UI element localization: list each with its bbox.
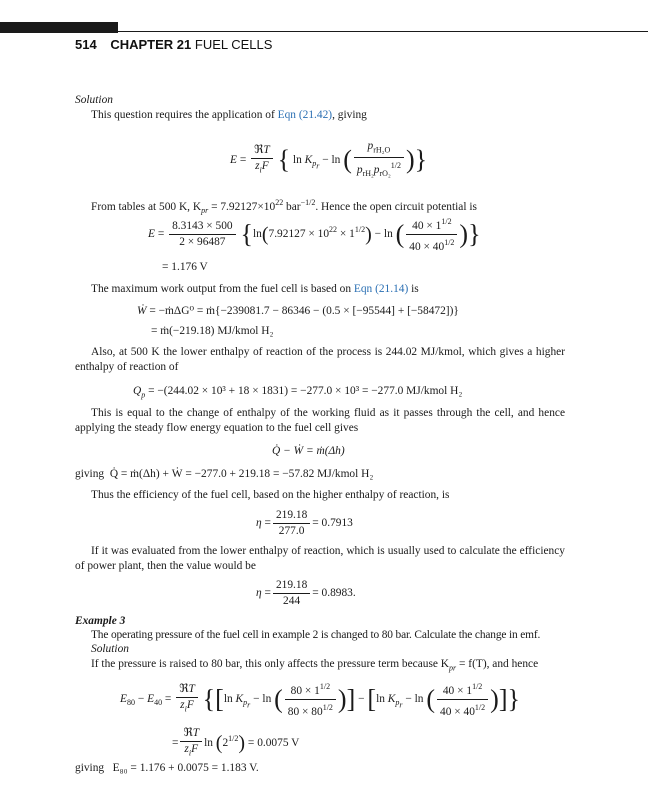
running-header	[75, 37, 272, 52]
equation-open-circuit-general: E = $\frac{\text{ℜT}}{z_iF}$ { $\ln K_{p_r} - \ln$ ( $\frac{p_{rH_2O}}{p_{rH_2}p_{rO_2}^{1/2}}$ )}	[230, 140, 428, 179]
eqn-21-42-link[interactable]: Eqn (21.42)	[277, 109, 333, 121]
example-3-solution-text: If the pressure is raised to 80 bar, this only affects the pressure term because $K_{pr} = f(T)$, and hence	[91, 658, 539, 673]
work-equation-1: Ẇ = −ṁΔG⁰ = ṁ{−239081.7 − 86346 − (0.5 × [−95544] + [−58472])}	[137, 305, 459, 317]
tables-text: From tables at 500 K, $K_{pr} = 7.92127\times 10^{22}$ bar$^{-1/2}$. Hence the open circuit potential is	[91, 198, 477, 216]
eqn-21-14-link[interactable]: Eqn (21.14)	[353, 283, 409, 295]
page-number: 514	[75, 37, 97, 52]
giving-line: giving Q̇ = ṁ(Δh) + Ẇ = −277.0 + 219.18 = −57.82 MJ/kmol H₂	[75, 468, 374, 480]
equation-pressure-change: $E_{80} - E_{40}$ = $\frac{\text{ℜT}}{z_iF}$ {[ln $K_{p_r} - \ln$ ( $\frac{80 \times 1^{1/2}}{80 \times 80^{1/2}}$ )] − [ln $K_{p_r} - \ln$ ( $\frac{40 \times 1^{1/2}}{40 \times 40^{1/2}}$ )]}	[120, 682, 520, 718]
result-E: = 1.176 V	[162, 261, 208, 273]
work-text: The maximum work output from the fuel cell is based on Eqn (21.14) is	[91, 283, 419, 295]
lower-enthalpy-paragraph: If it was evaluated from the lower enthalpy of reaction, which is usually used to calculate the efficiency of power plant, then the value would be	[75, 545, 565, 572]
solution-heading: Solution	[75, 94, 113, 106]
example-3-solution-heading: Solution	[91, 643, 129, 655]
header-bar	[0, 22, 118, 33]
work-equation-2: = ṁ(−219.18) MJ/kmol H₂	[151, 325, 274, 337]
equation-open-circuit-numeric: E = $\frac{8.3143 \times 500}{2 \times 96487}$ {$\ln(7.92127 \times 10^{22} \times 1^{1/2}) - \ln$ ( $\frac{40 \times 1^{1/2}}{40 \times 40^{1/2}}$ )}	[148, 217, 481, 253]
intro-text: This question requires the application of Eqn (21.42), giving	[91, 109, 367, 121]
qp-equation: $Q_p = -(244.02 \times 10^3 + 18 \times 1831) = -277.0 \times 10^3 = -277.0$ MJ/kmol H₂	[133, 385, 463, 400]
sfee-equation: Q̇ − Ẇ = ṁ(Δh)	[272, 445, 345, 457]
example-3-text: The operating pressure of the fuel cell in example 2 is changed to 80 bar. Calculate the change in emf.	[91, 629, 541, 641]
example-3-heading: Example 3	[75, 615, 126, 627]
header-rule	[118, 31, 648, 32]
efficiency-equation-1: η = $\frac{219.18}{277.0}$ = 0.7913	[256, 509, 353, 537]
equation-pressure-result: = $\frac{\text{ℜT}}{z_iF}$ $\ln (2^{1/2}) = 0.0075$ V	[172, 727, 300, 758]
chapter-title: FUEL CELLS	[194, 37, 273, 52]
enthalpy-paragraph: Also, at 500 K the lower enthalpy of reaction of the process is 244.02 MJ/kmol, which gives a higher enthalpy of reaction of	[75, 346, 565, 373]
chapter-label: CHAPTER 21	[110, 37, 192, 52]
steady-flow-paragraph: This is equal to the change of enthalpy of the working fluid as it passes through the cell, and hence applying the steady flow energy equation to the fuel cell gives	[75, 407, 565, 434]
efficiency-text: Thus the efficiency of the fuel cell, based on the higher enthalpy of reaction, is	[91, 489, 450, 501]
efficiency-equation-2: η = $\frac{219.18}{244}$ = 0.8983.	[256, 579, 356, 607]
final-result-line: giving E₈₀ = 1.176 + 0.0075 = 1.183 V.	[75, 762, 259, 774]
